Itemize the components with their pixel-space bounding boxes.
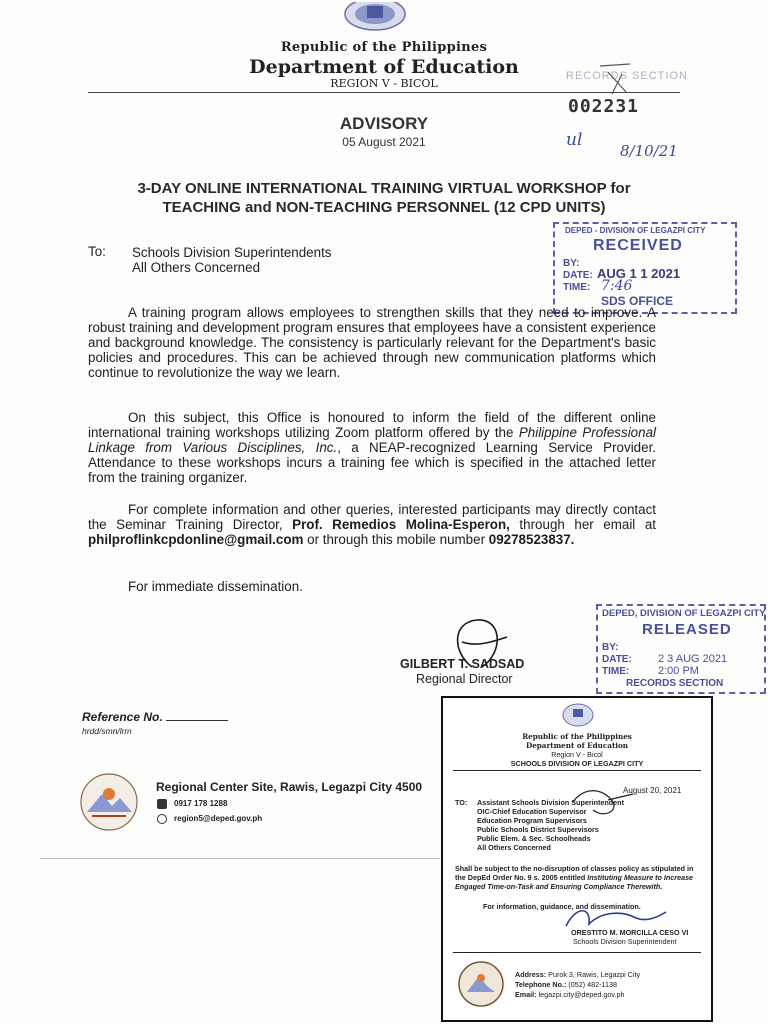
footer-email: region5@deped.gov.ph [174, 814, 263, 823]
released-stamp [596, 604, 766, 694]
control-number: 002231 [568, 96, 640, 117]
released-date-label: DATE: [602, 654, 632, 665]
organization-name: Philippine Professional Linkage from Various Disciplines, Inc. [88, 425, 656, 455]
paragraph-2-text-a: On this subject, this Office is honoured to inform the field of the different online international training workshops utilizing Zoom platform offered by the [88, 410, 656, 440]
paragraph-1-text: A training program allows employees to strengthen skills that they need to improve. A robust training and development program ensures that employees have a consistent experience and background knowledge. The consistency is particularly relevant for the Department's basic policies and procedures. This can be achieved through new communication platforms which continue to revolutionize the way we learn. [88, 305, 656, 380]
released-section: RECORDS SECTION [626, 678, 724, 689]
footer-web-icon [157, 814, 167, 824]
signatory-title: Regional Director [416, 672, 513, 686]
handwritten-initial: ul [566, 130, 583, 150]
received-date-label: DATE: [563, 270, 593, 281]
recipient-line: All Others Concerned [477, 843, 551, 852]
endorsement-republic: Republic of the Philippines [522, 732, 632, 741]
reference-label [82, 710, 228, 724]
footer-rule [40, 858, 440, 859]
to-recipient-2: All Others Concerned [132, 260, 261, 275]
received-by-label: BY: [563, 258, 580, 269]
advisory-heading-line1: 3-DAY ONLINE INTERNATIONAL TRAINING VIRTUAL WORKSHOP for [137, 180, 631, 197]
header-republic: Republic of the Philippines [280, 40, 488, 55]
to-recipient-1: Schools Division Superintendents [132, 245, 332, 260]
paragraph-4: For immediate dissemination. [128, 579, 303, 594]
endorsement-seal [561, 702, 595, 728]
released-time-label: TIME: [602, 666, 630, 677]
paragraph-2-text-b: , a NEAP-recognized Learning Service Provider. Attendance to these workshops incurs a training fee which is specified in the attached letter from the training organizer. [88, 440, 657, 485]
released-stamp-header: DEPED, DIVISION OF LEGAZPI CITY [602, 608, 766, 619]
received-date-value: AUG 1 1 2021 [597, 266, 681, 281]
paragraph-2 [88, 410, 656, 485]
paragraph-3-text-a: For complete information and other queries, interested participants may directly contact the Seminar Training Director, [88, 502, 656, 532]
received-office: SDS OFFICE [601, 294, 674, 308]
released-by-label: BY: [602, 642, 619, 653]
contact-email: philproflinkcpdonline@gmail.com [88, 532, 304, 547]
recipient-line: Assistant Schools Division Superintendent [477, 798, 624, 807]
endorsement-note-text: Shall be subject to the no-disruption of classes policy as stipulated in the DepEd Order No. 9 s. 2005 entitled [455, 864, 694, 882]
header-department: Department of Education [249, 56, 519, 78]
deped-seal [340, 2, 410, 34]
email-value: legazpi.city@deped.gov.ph [538, 990, 625, 999]
advisory-date: 05 August 2021 [342, 135, 426, 149]
endorsement-box [441, 696, 713, 1022]
endorsement-handwriting [563, 782, 643, 822]
received-stamp [553, 222, 737, 314]
recipient-line: OIC-Chief Education Supervisor [477, 807, 587, 816]
telephone-value: (052) 482-1138 [568, 980, 617, 989]
endorsement-to-label: TO: [455, 798, 468, 807]
email-label: Email: [515, 990, 537, 999]
endorsement-region: Region V - Bicol [551, 750, 603, 759]
footer-phone-icon [157, 799, 167, 809]
received-time-label: TIME: [563, 282, 591, 293]
reference-code: hrdd/smn/lrm [82, 726, 132, 736]
footer-phone: 0917 178 1288 [174, 799, 228, 808]
released-time-value: 2:00 PM [658, 665, 699, 677]
endorsement-division: SCHOOLS DIVISION OF LEGAZPI CITY [510, 759, 644, 768]
to-label: To: [88, 244, 106, 259]
footer-seal [72, 772, 146, 832]
reference-label-text: Reference No. [82, 710, 163, 724]
endorsement-footer-seal [457, 960, 505, 1008]
recipient-line: Public Elem. & Sec. Schoolheads [477, 834, 591, 843]
records-section-text: RECORDS SECTION [566, 70, 688, 82]
endorsement-signer: ORESTITO M. MORCILLA CESO VI [571, 928, 689, 937]
telephone-label: Telephone No.: [515, 980, 567, 989]
address-label: Address: [515, 970, 547, 979]
signatory-name: GILBERT T. SADSAD [400, 657, 525, 671]
endorsement-bottom-rule [453, 952, 701, 953]
recipient-line: Public Schools District Supervisors [477, 825, 599, 834]
received-stamp-title: RECEIVED [593, 237, 683, 254]
advisory-heading-line2: TEACHING and NON-TEACHING PERSONNEL (12 CPD UNITS) [162, 199, 606, 216]
recipient-line: Education Program Supervisors [477, 816, 587, 825]
endorsement-note-title: Instituting Measure to Increase Engaged Time-on-Task and Ensuring Compliance Therewith. [455, 873, 694, 891]
contact-phone: 09278523837. [488, 532, 575, 547]
paragraph-3-text-c: or through this mobile number [303, 532, 489, 547]
endorsement-address [515, 970, 640, 979]
paragraph-3-text-b: through her email at [509, 517, 656, 532]
advisory-title: ADVISORY [339, 114, 429, 133]
received-time-value: 7:46 [601, 278, 633, 294]
address-value: Purok 3, Rawis, Legazpi City [548, 970, 641, 979]
endorsement-signer-title: Schools Division Superintendent [573, 937, 677, 946]
endorsement-note [455, 864, 699, 891]
endorsement-date: August 20, 2021 [623, 786, 682, 795]
released-date-value: 2 3 AUG 2021 [658, 653, 728, 665]
endorsement-email [515, 990, 624, 999]
paragraph-1 [88, 305, 656, 380]
endorsement-rule [453, 770, 701, 771]
endorsement-telephone [515, 980, 617, 989]
received-stamp-header: DEPED - DIVISION OF LEGAZPI CITY [565, 226, 706, 235]
endorsement-dissemination: For information, guidance, and dissemination. [483, 902, 641, 911]
header-region: REGION V - BICOL [330, 77, 438, 90]
endorsement-department: Department of Education [525, 741, 629, 750]
contact-name: Prof. Remedios Molina-Esperon, [292, 517, 510, 532]
released-stamp-title: RELEASED [642, 621, 732, 638]
paragraph-3 [88, 502, 656, 547]
footer-site: Regional Center Site, Rawis, Legazpi City 4500 [156, 780, 423, 794]
handwritten-date: 8/10/21 [620, 142, 678, 160]
